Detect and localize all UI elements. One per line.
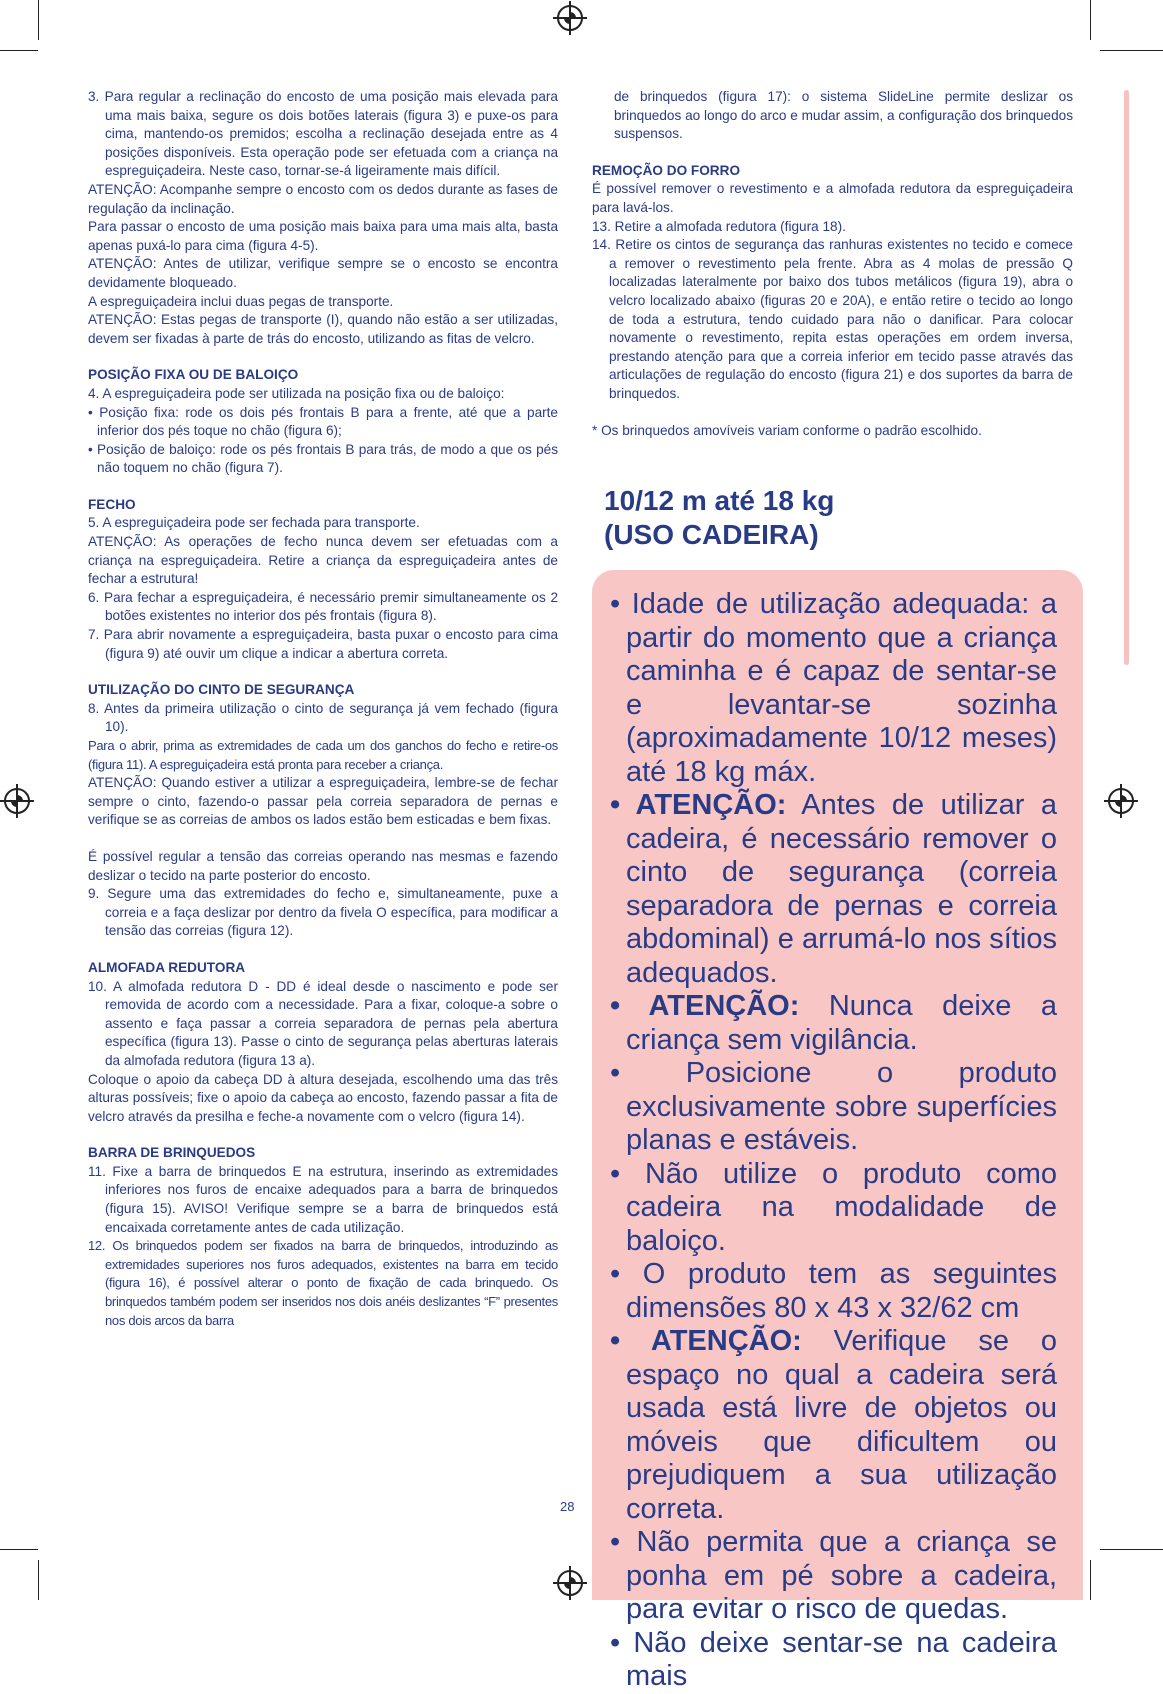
warning-box bbox=[592, 570, 1083, 1692]
warning-list bbox=[592, 570, 1083, 1694]
crop-mark bbox=[0, 1549, 38, 1550]
paragraph: 12. Os brinquedos podem ser fixados na barra de brinquedos, introduzindo as extremidades superiores nos furos adequados, existentes na barra em tecido (figura 16), é possível alterar o ponto de fixação de cada brinquedo. Os brinquedos também podem ser inseridos nos dois anéis deslizantes “F” presentes nos dois arcos da barra bbox=[88, 1238, 558, 1328]
warning-text: Antes de utilizar a cadeira, é necessário remover o cinto de segurança (correia separadora de pernas e correia abdominal) e arrumá-lo nos sítios adequados. bbox=[626, 789, 1057, 989]
warning-paragraph: ATENÇÃO: Quando estiver a utilizar a espreguiçadeira, lembre-se de fechar sempre o cinto, fazendo-o passar pela correia separadora de pernas e verifique se as correias de ambos os lados estão bem esticadas e bem fixas. bbox=[88, 775, 558, 828]
crop-mark bbox=[1100, 50, 1163, 51]
paragraph: 8. Antes da primeira utilização o cinto de segurança já vem fechado (figura 10). bbox=[88, 700, 558, 735]
paragraph: 5. A espreguiçadeira pode ser fechada para transporte. bbox=[88, 515, 420, 531]
left-column bbox=[88, 88, 558, 1330]
paragraph: A espreguiçadeira inclui duas pegas de transporte. bbox=[88, 293, 394, 309]
warning-item bbox=[610, 789, 1057, 990]
section-title bbox=[604, 484, 834, 552]
crop-mark bbox=[1090, 1560, 1091, 1600]
paragraph: 11. Fixe a barra de brinquedos E na estrutura, inserindo as extremidades inferiores nos furos de encaixe adequados para a barra de brinquedos (figura 15). AVISO! Verifique sempre se a barra de brinquedos está encaixada corretamente antes de cada utilização. bbox=[88, 1163, 558, 1235]
paragraph: 14. Retire os cintos de segurança das ranhuras existentes no tecido e comece a remover o revestimento pela frente. Abra as 4 molas de pressão Q localizadas lateralmente por baixo dos tubos metálicos (figura 19), abra o velcro localizado abaixo (figuras 20 e 20A), e então retire o tecido ao longo de toda a estrutura, tendo cuidado para não o danificar. Para colocar novamente o revestimento, repita estas operações em ordem inversa, prestando atenção para que a correia inferior em tecido passe através das articulações de regulação do encosto (figura 21) e dos suportes da barra de brinquedos. bbox=[592, 237, 1073, 401]
warning-text: Nunca deixe a criança sem vigilância. bbox=[626, 990, 1057, 1056]
paragraph: 4. A espreguiçadeira pode ser utilizada na posição fixa ou de baloiço: bbox=[88, 385, 505, 401]
crop-mark bbox=[1100, 1549, 1163, 1550]
warning-paragraph: ATENÇÃO: Acompanhe sempre o encosto com os dedos durante as fases de regulação da inclinação. bbox=[88, 181, 558, 216]
paragraph: 6. Para fechar a espreguiçadeira, é necessário premir simultaneamente os 2 botões existentes no interior dos pés frontais (figura 8). bbox=[88, 589, 558, 624]
paragraph: 10. A almofada redutora D - DD é ideal desde o nascimento e pode ser removida de acordo com a necessidade. Para a fixar, coloque-a sobre o assento e faça passar a correia separadora de pernas pela abertura específica (figura 13). Passe o cinto de segurança pelas aberturas laterais da almofada redutora (figura 13 a). bbox=[88, 978, 558, 1068]
page-number: 28 bbox=[560, 1499, 575, 1514]
section-title-line: 10/12 m até 18 kg bbox=[604, 485, 835, 516]
warning-label: • ATENÇÃO: bbox=[610, 1325, 802, 1357]
section-heading: ALMOFADA REDUTORA bbox=[88, 959, 246, 975]
paragraph: 13. Retire a almofada redutora (figura 18). bbox=[592, 218, 846, 234]
right-column bbox=[592, 88, 1073, 440]
warning-paragraph: ATENÇÃO: Estas pegas de transporte (I), quando não estão a ser utilizadas, devem ser fixadas à parte de trás do encosto, utilizando as fitas de velcro. bbox=[88, 312, 558, 346]
warning-item: • Não permita que a criança se ponha em pé sobre a cadeira, para evitar o risco de quedas. bbox=[610, 1526, 1057, 1625]
warning-item: • Posicione o produto exclusivamente sobre superfícies planas e estáveis. bbox=[610, 1057, 1057, 1156]
paragraph: de brinquedos (figura 17): o sistema SlideLine permite deslizar os brinquedos ao longo do arco e mudar assim, a configuração dos brinquedos suspensos. bbox=[614, 89, 1073, 142]
paragraph: É possível regular a tensão das correias operando nas mesmas e fazendo deslizar o tecido na parte posterior do encosto. bbox=[88, 848, 558, 883]
warning-paragraph: ATENÇÃO: Antes de utilizar, verifique sempre se o encosto se encontra devidamente bloqueado. bbox=[88, 256, 558, 290]
footnote: * Os brinquedos amovíveis variam conforme o padrão escolhido. bbox=[592, 422, 982, 438]
bullet-item: • Posição fixa: rode os dois pés frontais B para a frente, até que a parte inferior dos pés toque no chão (figura 6); bbox=[88, 404, 558, 439]
paragraph: Para o abrir, prima as extremidades de cada um dos ganchos do fecho e retire-os (figura 11). A espreguiçadeira está pronta para receber a criança. bbox=[88, 738, 558, 772]
warning-paragraph: ATENÇÃO: As operações de fecho nunca devem ser efetuadas com a criança na espreguiçadeira. Retire a criança da espreguiçadeira antes de fechar a estrutura! bbox=[88, 534, 558, 587]
crop-mark bbox=[38, 0, 39, 40]
edge-tab bbox=[1124, 90, 1129, 665]
section-heading: REMOÇÃO DO FORRO bbox=[592, 162, 741, 178]
crop-mark bbox=[1090, 0, 1091, 40]
warning-item bbox=[610, 990, 1057, 1057]
warning-item bbox=[610, 1325, 1057, 1526]
section-heading: BARRA DE BRINQUEDOS bbox=[88, 1145, 256, 1161]
paragraph: 3. Para regular a reclinação do encosto de uma posição mais elevada para uma mais baixa, segure os dois botões laterais (figura 3) e puxe-os para cima, mantendo-os premidos; escolha a reclinação desejada entre as 4 posições disponíveis. Esta operação pode ser efetuada com a criança na espreguiçadeira. Neste caso, tornar-se-á ligeiramente mais difícil. bbox=[88, 89, 558, 179]
section-heading: POSIÇÃO FIXA OU DE BALOIÇO bbox=[88, 367, 299, 383]
warning-label: • ATENÇÃO: bbox=[610, 789, 787, 821]
paragraph: 7. Para abrir novamente a espreguiçadeira, basta puxar o encosto para cima (figura 9) até ouvir um clique a indicar a abertura correta. bbox=[88, 627, 558, 661]
section-heading: UTILIZAÇÃO DO CINTO DE SEGURANÇA bbox=[88, 682, 355, 698]
warning-item: • Não deixe sentar-se na cadeira mais bbox=[610, 1626, 1057, 1692]
crop-mark bbox=[38, 1560, 39, 1600]
registration-mark-icon bbox=[1108, 788, 1134, 814]
warning-label: • ATENÇÃO: bbox=[610, 990, 800, 1022]
bullet-item: • Posição de baloiço: rode os pés frontais B para trás, de modo a que os pés não toquem no chão (figura 7). bbox=[88, 441, 558, 476]
warning-item: • Idade de utilização adequada: a partir do momento que a criança caminha e é capaz de sentar-se e levantar-se sozinha (aproximadamente 10/12 meses) até 18 kg máx. bbox=[610, 588, 1057, 788]
crop-mark bbox=[0, 50, 38, 51]
paragraph: 9. Segure uma das extremidades do fecho e, simultaneamente, puxe a correia e a faça deslizar por dentro da fivela O específica, para modificar a tensão das correias (figura 12). bbox=[88, 886, 558, 939]
registration-mark-icon bbox=[557, 1570, 583, 1596]
registration-mark-icon bbox=[4, 788, 30, 814]
warning-item: • Não utilize o produto como cadeira na modalidade de baloiço. bbox=[610, 1157, 1057, 1257]
paragraph: É possível remover o revestimento e a almofada redutora da espreguiçadeira para lavá-los. bbox=[592, 181, 1073, 215]
registration-mark-icon bbox=[557, 5, 583, 31]
warning-text: Verifique se o espaço no qual a cadeira será usada está livre de objetos ou móveis que dificultem ou prejudiquem a sua utilização correta. bbox=[626, 1325, 1057, 1525]
paragraph: Coloque o apoio da cabeça DD à altura desejada, escolhendo uma das três alturas possíveis; fixe o apoio da cabeça ao encosto, fazendo passar a fita de velcro através da presilha e feche-a novamente com o velcro (figura 14). bbox=[88, 1071, 558, 1124]
section-title-line: (USO CADEIRA) bbox=[604, 519, 819, 550]
section-heading: FECHO bbox=[88, 496, 136, 512]
warning-item: • O produto tem as seguintes dimensões 80 x 43 x 32/62 cm bbox=[610, 1258, 1057, 1324]
paragraph: Para passar o encosto de uma posição mais baixa para uma mais alta, basta apenas puxá-lo para cima (figura 4-5). bbox=[88, 219, 558, 253]
